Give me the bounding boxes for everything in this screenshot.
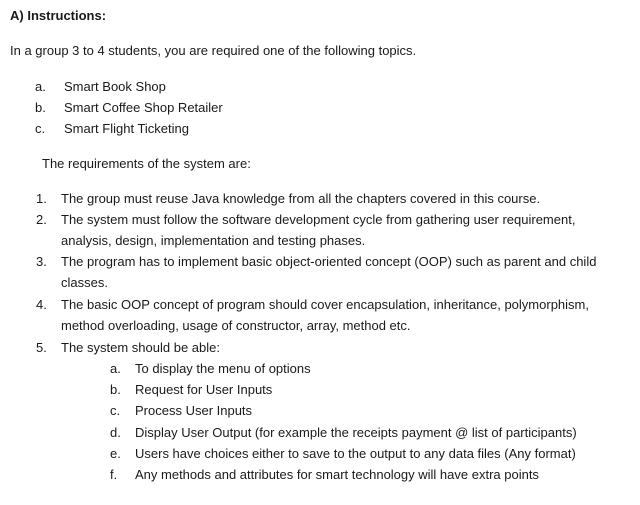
ability-marker: b. — [110, 382, 121, 397]
requirements-intro: The requirements of the system are: — [42, 156, 251, 171]
ability-item: To display the menu of options — [135, 361, 311, 376]
requirement-line: The basic OOP concept of program should cover encapsulation, inheritance, polymorphism, — [61, 297, 589, 312]
requirement-line: classes. — [61, 275, 108, 290]
ability-item: Any methods and attributes for smart technology will have extra points — [135, 467, 539, 482]
ability-marker: c. — [110, 403, 121, 418]
requirement-line: method overloading, usage of constructor, array, method etc. — [61, 318, 411, 333]
requirement-marker: 1. — [36, 191, 47, 206]
requirement-line: The program has to implement basic object-oriented concept (OOP) such as parent and child — [61, 254, 597, 269]
requirement-marker: 2. — [36, 212, 47, 227]
intro-text: In a group 3 to 4 students, you are required one of the following topics. — [10, 43, 417, 58]
topic-item: Smart Coffee Shop Retailer — [64, 100, 223, 115]
ability-item: Display User Output (for example the receipts payment @ list of participants) — [135, 425, 577, 440]
topic-marker: a. — [35, 79, 46, 94]
requirement-marker: 4. — [36, 297, 47, 312]
topic-marker: b. — [35, 100, 46, 115]
requirement-line: The group must reuse Java knowledge from all the chapters covered in this course. — [61, 191, 541, 206]
topic-marker: c. — [35, 121, 46, 136]
ability-marker: e. — [110, 446, 121, 461]
ability-marker: d. — [110, 425, 121, 440]
requirement-line: The system must follow the software development cycle from gathering user requirement, — [61, 212, 576, 227]
topic-item: Smart Book Shop — [64, 79, 166, 94]
ability-item: Request for User Inputs — [135, 382, 273, 397]
section-heading: A) Instructions: — [10, 8, 107, 23]
requirement-line: The system should be able: — [61, 340, 220, 355]
ability-marker: a. — [110, 361, 121, 376]
requirement-line: analysis, design, implementation and testing phases. — [61, 233, 366, 248]
requirement-marker: 5. — [36, 340, 47, 355]
ability-item: Users have choices either to save to the output to any data files (Any format) — [135, 446, 576, 461]
ability-item: Process User Inputs — [135, 403, 253, 418]
topic-item: Smart Flight Ticketing — [64, 121, 189, 136]
requirement-marker: 3. — [36, 254, 47, 269]
ability-marker: f. — [110, 467, 118, 482]
